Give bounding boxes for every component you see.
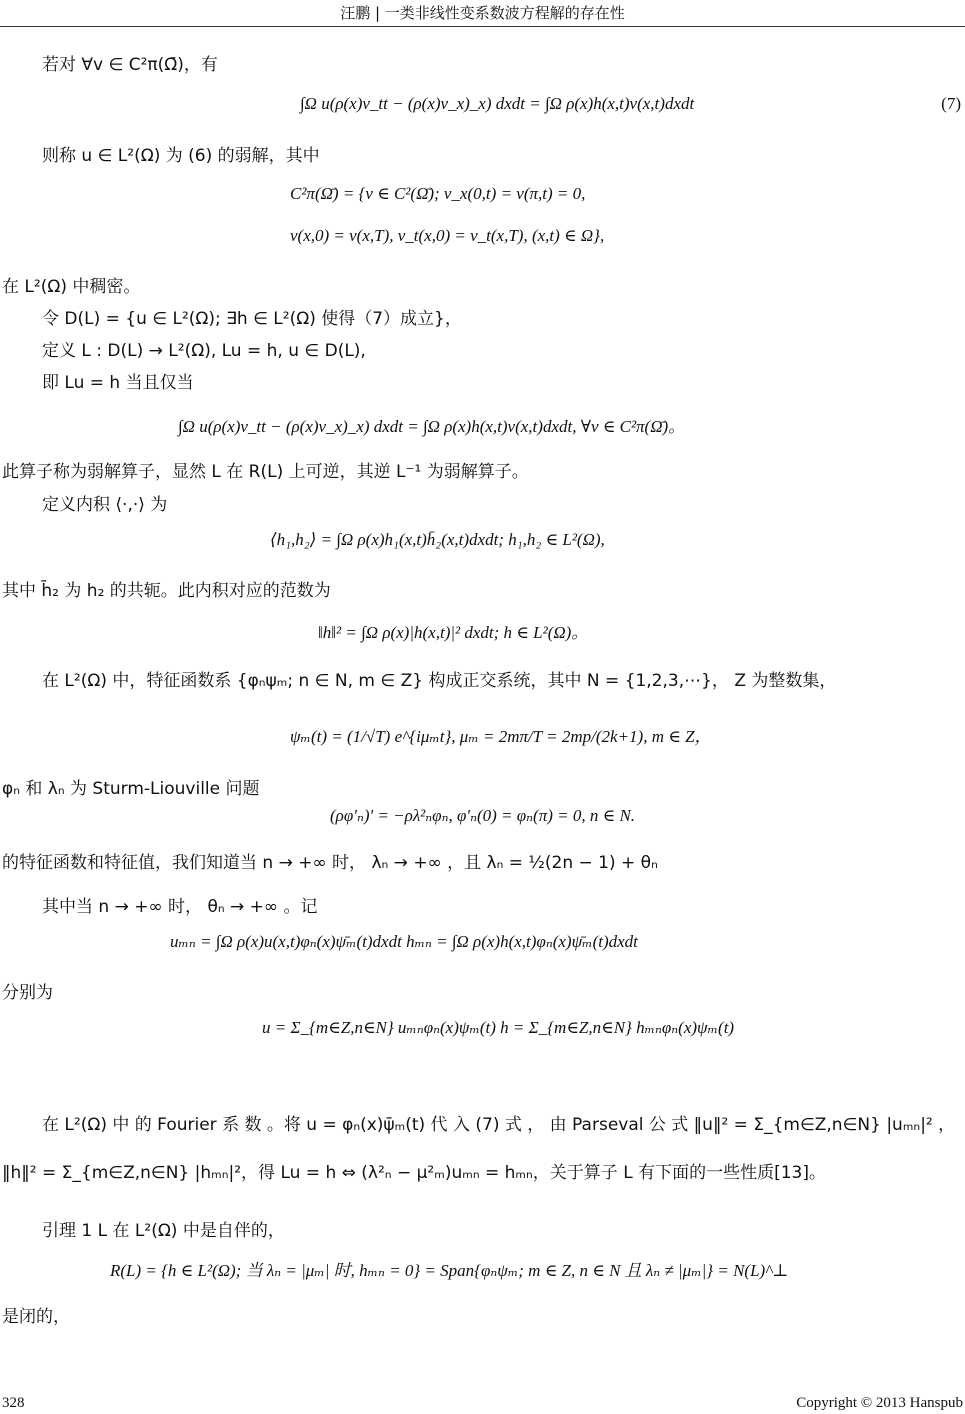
text-line: 在 L²(Ω) 中 的 Fourier 系 数 。将 u = φₙ(x)ψ̄ₘ(t) 代 入 (7) 式 ， 由 Parseval 公 式 ‖u‖² = Σ_{m∈Z,n∈N} |uₘₙ|² ，	[42, 1115, 956, 1135]
display-equation: ψₘ(t) = (1/√T) e^{iμₘt}, μₘ = 2mπ/T = 2mp/(2k+1), m ∈ Z，	[290, 727, 712, 746]
page-number: 328	[2, 1395, 25, 1411]
text-line: 其中 h̄₂ 为 h₂ 的共轭。此内积对应的范数为	[2, 581, 331, 601]
display-equation: ∫Ω u(ρ(x)v_tt − (ρ(x)v_x)_x) dxdt = ∫Ω ρ(x)h(x,t)v(x,t)dxdt, ∀v ∈ C²π(Ω̄)。	[178, 417, 686, 436]
display-equation: u = Σ_{m∈Z,n∈N} uₘₙφₙ(x)ψₘ(t) h = Σ_{m∈Z,n∈N} hₘₙφₙ(x)ψₘ(t)	[262, 1018, 735, 1037]
header-rule	[0, 26, 965, 27]
display-equation: v(x,0) = v(x,T), v_t(x,0) = v_t(x,T), (x,t) ∈ Ω},	[290, 226, 605, 245]
text-line: 令 D(L) = {u ∈ L²(Ω); ∃h ∈ L²(Ω) 使得（7）成立}，	[42, 309, 462, 329]
text-line: 若对 ∀v ∈ C²π(Ω̄)，有	[42, 55, 218, 75]
text-line: 在 L²(Ω) 中，特征函数系 {φₙψₘ; n ∈ N, m ∈ Z} 构成正交系统，其中 N = {1,2,3,⋯}， Z 为整数集，	[42, 671, 837, 691]
display-equation: (ρφ′ₙ)′ = −ρλ²ₙφₙ, φ′ₙ(0) = φₙ(π) = 0, n ∈ N.	[330, 806, 636, 825]
copyright-notice: Copyright © 2013 Hanspub	[796, 1395, 963, 1411]
text-line: 在 L²(Ω) 中稠密。	[2, 277, 141, 297]
display-equation: ⟨h₁,h₂⟩ = ∫Ω ρ(x)h₁(x,t)h̄₂(x,t)dxdt; h₁,h₂ ∈ L²(Ω),	[270, 530, 605, 549]
text-line: 则称 u ∈ L²(Ω) 为 (6) 的弱解，其中	[42, 146, 320, 166]
text-line: 引理 1 L 在 L²(Ω) 中是自伴的，	[42, 1221, 285, 1241]
equation-number: (7)	[941, 94, 961, 113]
text-line: ‖h‖² = Σ_{m∈Z,n∈N} |hₘₙ|²，得 Lu = h ⇔ (λ²ₙ − μ²ₘ)uₘₙ = hₘₙ，关于算子 L 有下面的一些性质[13]。	[2, 1163, 826, 1183]
text-line: 其中当 n → +∞ 时， θₙ → +∞ 。记	[42, 897, 318, 917]
text-line: φₙ 和 λₙ 为 Sturm-Liouville 问题	[2, 779, 260, 799]
display-equation: C²π(Ω̄) = {v ∈ C²(Ω̄); v_x(0,t) = v(π,t) = 0,	[290, 184, 586, 203]
text-line: 是闭的，	[2, 1307, 70, 1327]
text-line: 此算子称为弱解算子，显然 L 在 R(L) 上可逆，其逆 L⁻¹ 为弱解算子。	[2, 462, 529, 482]
text-line: 分别为	[2, 983, 53, 1003]
text-line: 即 Lu = h 当且仅当	[42, 373, 194, 393]
display-equation: ‖h‖² = ∫Ω ρ(x)|h(x,t)|² dxdt; h ∈ L²(Ω)。	[318, 623, 589, 642]
running-header: 汪鹏 | 一类非线性变系数波方程解的存在性	[340, 4, 625, 22]
text-line: 定义内积 ⟨·,·⟩ 为	[42, 495, 168, 515]
display-equation: R(L) = {h ∈ L²(Ω); 当 λₙ = |μₘ| 时, hₘₙ = 0} = Span{φₙψₘ; m ∈ Z, n ∈ N 且 λₙ ≠ |μₘ|} = N(L)^⊥	[110, 1261, 789, 1280]
display-equation: ∫Ω u(ρ(x)v_tt − (ρ(x)v_x)_x) dxdt = ∫Ω ρ(x)h(x,t)v(x,t)dxdt	[300, 94, 695, 113]
text-line: 的特征函数和特征值，我们知道当 n → +∞ 时， λₙ → +∞ ，且 λₙ = ½(2n − 1) + θₙ	[2, 853, 658, 873]
display-equation: uₘₙ = ∫Ω ρ(x)u(x,t)φₙ(x)ψ̄ₘ(t)dxdt hₘₙ = ∫Ω ρ(x)h(x,t)φₙ(x)ψ̄ₘ(t)dxdt	[170, 932, 638, 951]
text-line: 定义 L : D(L) → L²(Ω), Lu = h, u ∈ D(L),	[42, 341, 366, 361]
